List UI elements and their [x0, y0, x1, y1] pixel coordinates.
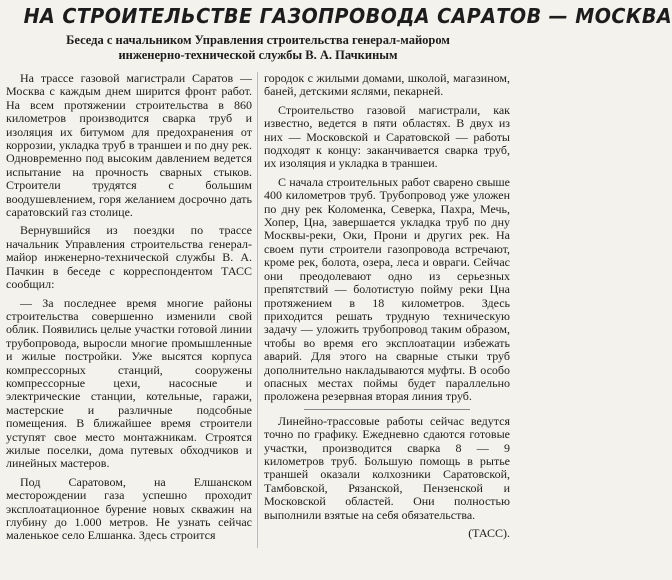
subtitle-line-1: Беседа с начальником Управления строительства генерал-майором: [66, 33, 450, 47]
section-divider: [304, 409, 470, 410]
left-column: [6, 72, 252, 548]
subtitle-line-2: инженерно-технической службы В. А. Пачкиным: [118, 48, 398, 62]
right-column: [264, 72, 510, 548]
signature: (ТАСС).: [468, 526, 510, 540]
paragraph: — За последнее время многие районы строительства совершенно изменили свой облик. Появились целые участки готовой линии трубопровода, выросли многие промышленные и жилые постройки. Уже высятся корпуса компрессорных станций, сооружены компрессорные цехи, насосные и электрические станции, котельные, гаражи, мастерские и различные подсобные помещения. В ближайшее время строители уступят свое место монтажникам. Строятся жилые поселки, дома путевых обходчиков и линейных мастеров.: [6, 295, 252, 471]
paragraph: Вернувшийся из поездки по трассе начальник Управления строительства генерал-майор инженерно-технической службы В. А. Пачкин в беседе с корреспондентом ТАСС сообщил:: [6, 223, 252, 292]
article-headline: НА СТРОИТЕЛЬСТВЕ ГАЗОПРОВОДА САРАТОВ — МОСКВА: [23, 4, 672, 28]
paragraph: Строительство газовой магистрали, как известно, ведется в пяти областях. В двух из них — Московской и Саратовской — работы подходят к концу: заканчивается сварка труб, их изоляция и укладка в траншеи.: [264, 102, 510, 171]
paragraph: С начала строительных работ сварено свыше 400 километров труб. Трубопровод уже уложен по дну рек Коломенка, Северка, Пахра, Мечь, Хопер, Цна, завершается укладка труб по дну Москвы-реки, Оки, Прони и других рек. На своем пути строители газопровода встречают, кроме рек, болота, озера, леса и овраги. Сейчас они преодолевают одно из серьезных препятствий — болотистую пойму реки Цна протяжением в 18 километров. Здесь приходится решать трудную техническую задачу — уложить трубопровод таким образом, чтобы во время его эксплоатации избежать аварий. Для этого на сварные стыки труб дополнительно накладываются муфты. В особо опасных местах поймы будет параллельно проложена резервная вторая линия труб.: [264, 174, 510, 404]
paragraph: На трассе газовой магистрали Саратов — Москва с каждым днем ширится фронт работ. На всем протяжении строительства в 860 километров производится сварка труб и изоляция их битумом для предохранения от коррозии, укладка труб в траншеи и по дну рек. Одновременно под высоким давлением ведется испытание на прочность сварных стыков. Строители трудятся с большим воодушевлением, горя желанием досрочно дать саратовский газ столице.: [6, 71, 252, 220]
paragraph: городок с жилыми домами, школой, магазином, баней, детскими яслями, пекарней.: [264, 71, 510, 99]
article-subtitle: [6, 33, 510, 63]
column-rule: [257, 72, 258, 548]
paragraph: Под Саратовом, на Елшанском месторождении газа успешно проходит эксплоатационное бурение новых скважин на глубину до 1.000 метров. Не узнать сейчас маленькое село Елшанка. Здесь строится: [6, 474, 252, 543]
paragraph: Линейно-трассовые работы сейчас ведутся точно по графику. Ежедневно сдаются готовые участки, производится сварка 8 — 9 километров труб. Большую помощь в рытье траншей оказали колхозники Саратовской, Тамбовской, Рязанской, Пензенской и Московской областей. Они полностью выполнили взятые на себя обязательства.: [264, 413, 510, 522]
article-columns: [6, 72, 510, 548]
